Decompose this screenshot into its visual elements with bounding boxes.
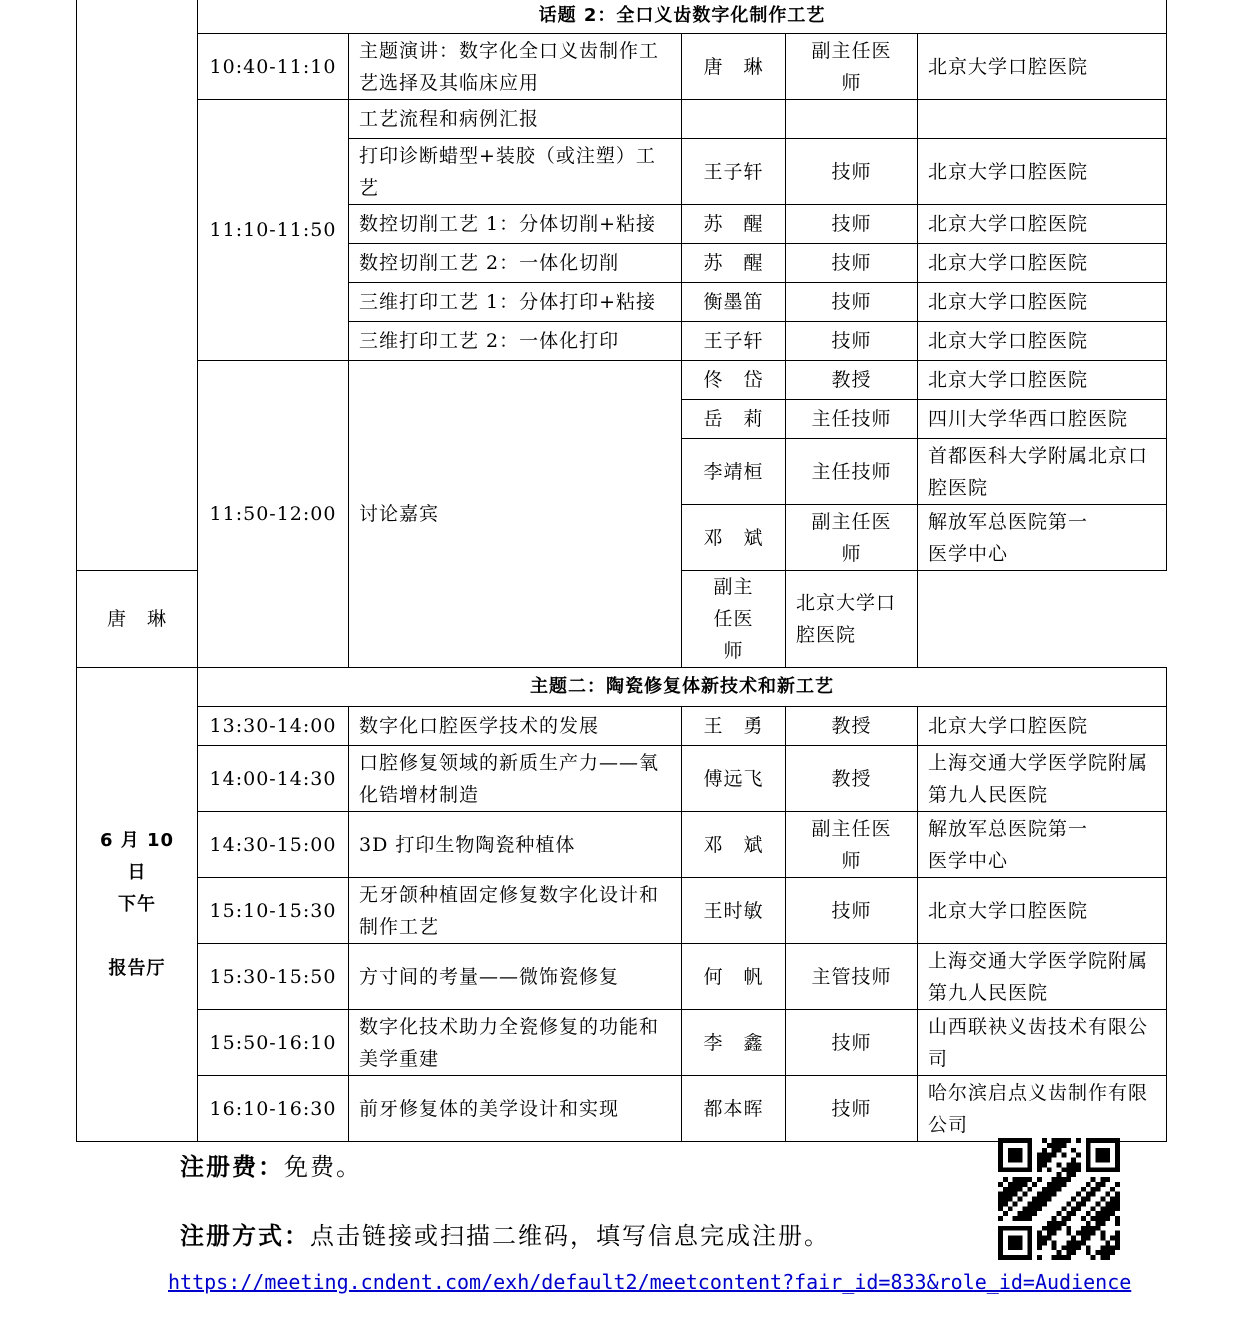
afternoon-venue: 报告厅 — [108, 957, 166, 979]
title-cell: 三维打印工艺 2：一体化打印 — [349, 322, 682, 361]
title-cell: 方寸间的考量——微饰瓷修复 — [349, 944, 682, 1010]
speaker-cell: 唐 琳 — [77, 571, 198, 668]
theme2-title: 主题二：陶瓷修复体新技术和新工艺 — [198, 668, 1167, 707]
org-cell: 上海交通大学医学院附属第九人民医院 — [918, 746, 1167, 812]
speaker-cell: 李靖桓 — [682, 439, 786, 505]
morning-date-cell — [77, 0, 198, 571]
registration-method — [180, 1216, 830, 1251]
org-cell: 解放军总医院第一医学中心 — [918, 812, 1167, 878]
table-row — [77, 1010, 1167, 1076]
speaker-cell: 苏 醒 — [682, 205, 786, 244]
time-cell: 14:30-15:00 — [198, 812, 349, 878]
org-cell: 上海交通大学医学院附属第九人民医院 — [918, 944, 1167, 1010]
org-cell: 北京大学口腔医院 — [918, 878, 1167, 944]
qr-code-icon[interactable] — [998, 1138, 1120, 1260]
speaker-cell: 苏 醒 — [682, 244, 786, 283]
role-cell: 副主任医师 — [786, 34, 918, 100]
speaker-cell: 岳 莉 — [682, 400, 786, 439]
role-cell: 主任技师 — [786, 400, 918, 439]
role-cell: 技师 — [786, 878, 918, 944]
title-cell: 打印诊断蜡型+装胶（或注塑）工艺 — [349, 139, 682, 205]
title-cell: 3D 打印生物陶瓷种植体 — [349, 812, 682, 878]
speaker-cell: 唐 琳 — [682, 34, 786, 100]
role-cell: 教授 — [786, 361, 918, 400]
title-cell: 数控切削工艺 2：一体化切削 — [349, 244, 682, 283]
afternoon-date: 6 月 10 日 — [99, 829, 175, 883]
time-cell: 16:10-16:30 — [198, 1076, 349, 1142]
time-cell: 10:40-11:10 — [198, 34, 349, 100]
registration-fee — [180, 1147, 362, 1182]
org-cell: 北京大学口腔医院 — [918, 244, 1167, 283]
title-cell: 数控切削工艺 1：分体切削+粘接 — [349, 205, 682, 244]
afternoon-date-cell — [77, 668, 198, 1142]
role-cell: 技师 — [786, 205, 918, 244]
role-cell: 教授 — [786, 707, 918, 746]
title-cell: 三维打印工艺 1：分体打印+粘接 — [349, 283, 682, 322]
org-cell: 首都医科大学附属北京口腔医院 — [918, 439, 1167, 505]
role-cell: 教授 — [786, 746, 918, 812]
topic2-title: 话题 2：全口义齿数字化制作工艺 — [198, 0, 1167, 34]
org-cell: 四川大学华西口腔医院 — [918, 400, 1167, 439]
workflow-header: 工艺流程和病例汇报 — [349, 100, 682, 139]
table-row — [77, 812, 1167, 878]
title-cell: 主题演讲：数字化全口义齿制作工艺选择及其临床应用 — [349, 34, 682, 100]
method-value: 点击链接或扫描二维码，填写信息完成注册。 — [310, 1222, 830, 1250]
role-cell: 副主任医师 — [786, 505, 918, 571]
title-cell: 数字化口腔医学技术的发展 — [349, 707, 682, 746]
title-cell: 口腔修复领域的新质生产力——氧化锆增材制造 — [349, 746, 682, 812]
title-cell: 数字化技术助力全瓷修复的功能和美学重建 — [349, 1010, 682, 1076]
speaker-cell: 王子轩 — [682, 322, 786, 361]
role-cell: 技师 — [786, 1076, 918, 1142]
role-cell: 主任技师 — [786, 439, 918, 505]
schedule-table — [76, 0, 1167, 1142]
org-cell: 北京大学口腔医院 — [918, 205, 1167, 244]
org-cell: 北京大学口腔医院 — [918, 283, 1167, 322]
org-cell: 解放军总医院第一医学中心 — [918, 505, 1167, 571]
role-cell: 主管技师 — [786, 944, 918, 1010]
table-row — [77, 100, 1167, 139]
discussion-title: 讨论嘉宾 — [349, 361, 682, 668]
speaker-cell: 王 勇 — [682, 707, 786, 746]
table-row — [77, 1076, 1167, 1142]
speaker-cell: 衡墨笛 — [682, 283, 786, 322]
org-cell: 山西联袂义齿技术有限公司 — [918, 1010, 1167, 1076]
speaker-cell: 李 鑫 — [682, 1010, 786, 1076]
role-cell: 副主任医师 — [682, 571, 786, 668]
time-cell: 11:10-11:50 — [198, 100, 349, 361]
role-cell: 技师 — [786, 283, 918, 322]
table-row — [77, 34, 1167, 100]
speaker-cell: 王子轩 — [682, 139, 786, 205]
time-cell: 15:10-15:30 — [198, 878, 349, 944]
role-cell: 副主任医师 — [786, 812, 918, 878]
table-row — [77, 944, 1167, 1010]
time-cell: 13:30-14:00 — [198, 707, 349, 746]
speaker-cell: 傅远飞 — [682, 746, 786, 812]
role-cell: 技师 — [786, 139, 918, 205]
speaker-cell: 王时敏 — [682, 878, 786, 944]
fee-label: 注册费： — [180, 1153, 284, 1181]
org-cell: 北京大学口腔医院 — [918, 361, 1167, 400]
afternoon-period: 下午 — [118, 893, 156, 915]
role-cell: 技师 — [786, 322, 918, 361]
speaker-cell: 佟 岱 — [682, 361, 786, 400]
speaker-cell: 邓 斌 — [682, 812, 786, 878]
speaker-cell: 何 帆 — [682, 944, 786, 1010]
method-label: 注册方式： — [180, 1222, 310, 1250]
table-row — [77, 707, 1167, 746]
title-cell: 无牙颌种植固定修复数字化设计和制作工艺 — [349, 878, 682, 944]
table-row — [77, 746, 1167, 812]
time-cell: 11:50-12:00 — [198, 361, 349, 668]
org-cell: 北京大学口腔医院 — [918, 322, 1167, 361]
role-cell: 技师 — [786, 244, 918, 283]
org-cell: 哈尔滨启点义齿制作有限公司 — [918, 1076, 1167, 1142]
table-row — [77, 361, 1167, 400]
org-cell: 北京大学口腔医院 — [918, 707, 1167, 746]
speaker-cell: 都本晖 — [682, 1076, 786, 1142]
time-cell: 15:50-16:10 — [198, 1010, 349, 1076]
role-cell: 技师 — [786, 1010, 918, 1076]
org-cell: 北京大学口腔医院 — [786, 571, 918, 668]
time-cell: 15:30-15:50 — [198, 944, 349, 1010]
title-cell: 前牙修复体的美学设计和实现 — [349, 1076, 682, 1142]
fee-value: 免费。 — [284, 1153, 362, 1181]
registration-link[interactable]: https://meeting.cndent.com/exh/default2/meetcontent?fair_id=833&role_id=Audience — [168, 1270, 1132, 1294]
table-row — [77, 878, 1167, 944]
org-cell: 北京大学口腔医院 — [918, 139, 1167, 205]
org-cell: 北京大学口腔医院 — [918, 34, 1167, 100]
time-cell: 14:00-14:30 — [198, 746, 349, 812]
speaker-cell: 邓 斌 — [682, 505, 786, 571]
